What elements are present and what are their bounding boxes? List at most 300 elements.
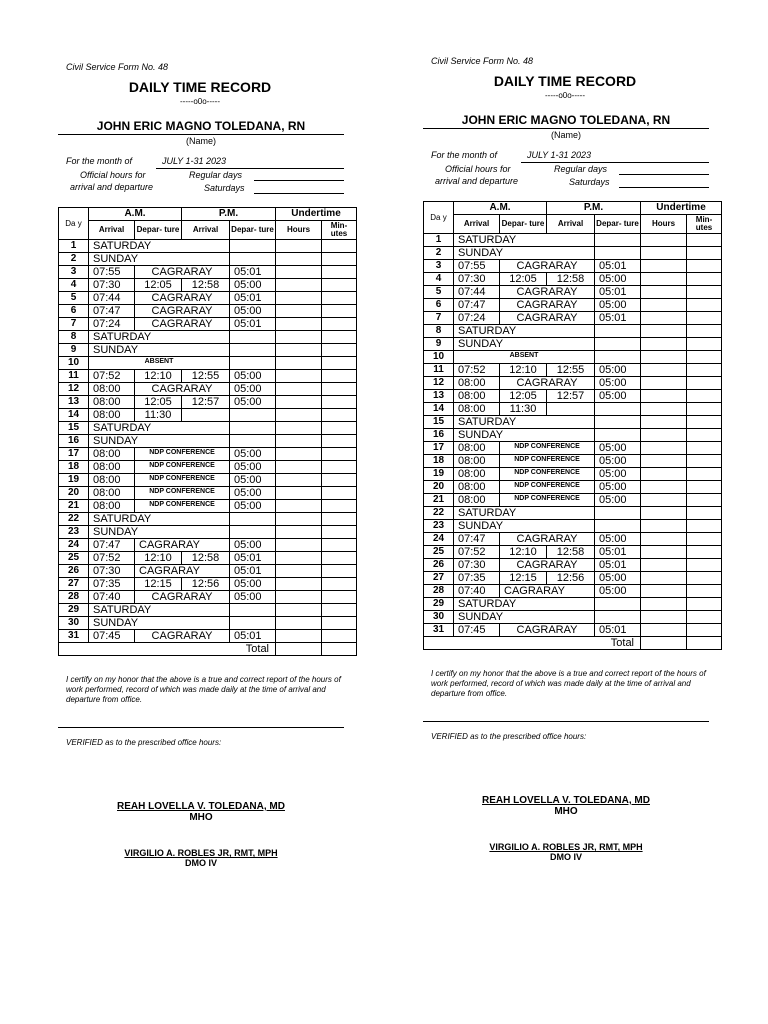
conference-note: NDP CONFERENCE xyxy=(135,474,230,487)
undertime-minutes-cell xyxy=(687,481,722,494)
pm-departure-cell xyxy=(595,403,641,416)
day-number: 12 xyxy=(59,383,89,396)
am-departure-cell: 11:30 xyxy=(500,403,547,416)
signatory-1-title: MHO xyxy=(189,812,213,823)
day-number: 14 xyxy=(424,403,454,416)
am-arrival-cell: 07:30 xyxy=(454,273,500,286)
month-underline xyxy=(156,168,344,169)
table-row xyxy=(59,266,357,279)
day-number: 28 xyxy=(59,591,89,604)
table-row xyxy=(424,559,722,572)
am-departure-cell: 12:15 xyxy=(135,578,182,591)
table-row xyxy=(424,364,722,377)
day-label: SUNDAY xyxy=(89,617,230,630)
pm-departure-cell xyxy=(595,611,641,624)
pm-departure-cell: 05:01 xyxy=(595,260,641,273)
am-arrival-cell: 08:00 xyxy=(454,390,500,403)
signature-line xyxy=(423,721,709,722)
location-cell: CAGRARAY xyxy=(135,305,230,318)
pm-departure-cell: 05:01 xyxy=(230,630,276,643)
pm-departure-cell xyxy=(595,429,641,442)
am-arrival-cell: 08:00 xyxy=(454,377,500,390)
table-row xyxy=(424,273,722,286)
undertime-header: Undertime xyxy=(276,208,357,221)
table-row xyxy=(59,383,357,396)
undertime-minutes-cell xyxy=(322,448,357,461)
table-row xyxy=(59,344,357,357)
undertime-minutes-cell xyxy=(687,520,722,533)
day-number: 16 xyxy=(424,429,454,442)
table-row xyxy=(424,494,722,507)
conference-note: NDP CONFERENCE xyxy=(500,468,595,481)
pm-departure-cell: 05:00 xyxy=(595,455,641,468)
undertime-hours-cell xyxy=(641,299,687,312)
am-arrival-cell: 08:00 xyxy=(89,383,135,396)
location-cell: CAGRARAY xyxy=(500,377,595,390)
am-arrival-cell: 08:00 xyxy=(89,487,135,500)
pm-departure-cell xyxy=(595,351,641,364)
table-row xyxy=(424,260,722,273)
day-number: 15 xyxy=(59,422,89,435)
pm-departure-cell: 05:00 xyxy=(595,273,641,286)
conference-note: NDP CONFERENCE xyxy=(500,494,595,507)
pm-departure-cell xyxy=(230,435,276,448)
day-label: SATURDAY xyxy=(89,240,230,253)
am-arrival-cell: 08:00 xyxy=(454,494,500,507)
day-number: 9 xyxy=(424,338,454,351)
pm-departure-cell: 05:00 xyxy=(230,591,276,604)
day-number: 18 xyxy=(424,455,454,468)
am-arrival-cell: 07:47 xyxy=(454,533,500,546)
table-row xyxy=(59,435,357,448)
day-number: 11 xyxy=(424,364,454,377)
pm-departure-cell: 05:01 xyxy=(230,552,276,565)
undertime-hours-cell xyxy=(641,260,687,273)
day-number: 3 xyxy=(59,266,89,279)
month-label: For the month of xyxy=(66,156,133,166)
am-arrival-cell: 07:52 xyxy=(89,552,135,565)
day-number: 21 xyxy=(59,500,89,513)
table-row xyxy=(424,533,722,546)
am-arrival-cell: 07:52 xyxy=(454,546,500,559)
table-row xyxy=(59,370,357,383)
pm-departure-cell: 05:00 xyxy=(595,481,641,494)
undertime-hours-cell xyxy=(641,533,687,546)
undertime-minutes-cell xyxy=(687,468,722,481)
title-separator: -----o0o----- xyxy=(180,97,220,106)
am-departure-cell: 12:15 xyxy=(500,572,547,585)
undertime-minutes-cell xyxy=(322,578,357,591)
table-row xyxy=(59,357,357,370)
undertime-minutes-cell xyxy=(687,585,722,598)
total-row xyxy=(59,643,357,656)
pm-departure-cell: 05:00 xyxy=(230,305,276,318)
day-number: 12 xyxy=(424,377,454,390)
pm-departure-cell xyxy=(230,357,276,370)
day-number: 10 xyxy=(59,357,89,370)
day-number: 2 xyxy=(59,253,89,266)
signatory-2-name: VIRGILIO A. ROBLES JR, RMT, MPH xyxy=(124,848,278,858)
pm-departure-cell xyxy=(230,526,276,539)
day-number: 26 xyxy=(59,565,89,578)
pm-departure-cell: 05:01 xyxy=(230,565,276,578)
table-row xyxy=(424,546,722,559)
day-number: 8 xyxy=(424,325,454,338)
am-departure-cell: 12:10 xyxy=(135,370,182,383)
undertime-hours-cell xyxy=(641,455,687,468)
undertime-hours-cell xyxy=(276,292,322,305)
location-cell: CAGRARAY xyxy=(500,260,595,273)
table-row xyxy=(59,253,357,266)
table-row xyxy=(59,448,357,461)
pm-departure-cell: 05:00 xyxy=(595,377,641,390)
total-label: Total xyxy=(59,643,276,656)
regular-days-label: Regular days xyxy=(554,164,608,174)
pm-arrival-cell: 12:55 xyxy=(547,364,595,377)
pm-arrival-header: Arrival xyxy=(547,215,595,234)
pm-departure-cell: 05:00 xyxy=(595,585,641,598)
day-number: 9 xyxy=(59,344,89,357)
undertime-minutes-cell xyxy=(687,377,722,390)
month-underline xyxy=(521,162,709,163)
undertime-minutes-cell xyxy=(687,507,722,520)
am-departure-cell: 12:05 xyxy=(500,390,547,403)
undertime-hours-cell xyxy=(641,325,687,338)
form-title: DAILY TIME RECORD xyxy=(128,79,272,95)
am-arrival-cell: 07:40 xyxy=(89,591,135,604)
pm-header: P.M. xyxy=(182,208,276,221)
undertime-hours-cell xyxy=(641,234,687,247)
verified-text: VERIFIED as to the prescribed office hours: xyxy=(66,738,222,747)
pm-departure-cell: 05:00 xyxy=(230,539,276,552)
undertime-hours-cell xyxy=(641,403,687,416)
saturdays-label: Saturdays xyxy=(204,183,245,193)
pm-arrival-cell: 12:58 xyxy=(182,552,230,565)
day-number: 17 xyxy=(424,442,454,455)
am-arrival-cell: 08:00 xyxy=(89,396,135,409)
pm-departure-header: Depar- ture xyxy=(595,215,641,234)
am-arrival-cell: 07:44 xyxy=(454,286,500,299)
undertime-minutes-cell xyxy=(322,383,357,396)
day-label: SUNDAY xyxy=(89,526,230,539)
table-row xyxy=(424,572,722,585)
undertime-hours-cell xyxy=(641,351,687,364)
pm-departure-cell xyxy=(230,617,276,630)
pm-arrival-cell: 12:58 xyxy=(547,273,595,286)
table-row xyxy=(424,312,722,325)
undertime-hours-cell xyxy=(276,461,322,474)
undertime-minutes-cell xyxy=(322,357,357,370)
undertime-hours-cell xyxy=(276,617,322,630)
pm-departure-cell: 05:00 xyxy=(230,448,276,461)
table-row xyxy=(59,578,357,591)
pm-departure-cell xyxy=(595,520,641,533)
undertime-minutes-cell xyxy=(322,565,357,578)
table-row xyxy=(59,240,357,253)
undertime-hours-cell xyxy=(276,500,322,513)
pm-departure-cell: 05:01 xyxy=(595,559,641,572)
undertime-hours-cell xyxy=(276,539,322,552)
day-number: 4 xyxy=(59,279,89,292)
regular-days-label: Regular days xyxy=(189,170,243,180)
location-cell: CAGRARAY xyxy=(500,533,595,546)
saturdays-line xyxy=(619,187,709,188)
total-minutes-cell xyxy=(322,643,357,656)
undertime-minutes-cell xyxy=(322,253,357,266)
pm-departure-cell xyxy=(230,344,276,357)
table-row xyxy=(59,396,357,409)
absent-label: ABSENT xyxy=(89,357,230,370)
location-cell: CAGRARAY xyxy=(135,318,230,331)
undertime-minutes-cell xyxy=(687,234,722,247)
day-number: 10 xyxy=(424,351,454,364)
conference-note: NDP CONFERENCE xyxy=(135,500,230,513)
pm-arrival-cell: 12:55 xyxy=(182,370,230,383)
undertime-minutes-cell xyxy=(322,461,357,474)
undertime-minutes-cell xyxy=(687,494,722,507)
form-number: Civil Service Form No. 48 xyxy=(66,62,169,72)
undertime-hours-cell xyxy=(276,448,322,461)
undertime-minutes-cell xyxy=(322,617,357,630)
location-cell: CAGRARAY xyxy=(500,312,595,325)
day-label: SATURDAY xyxy=(454,507,595,520)
undertime-minutes-cell xyxy=(687,351,722,364)
undertime-minutes-cell xyxy=(687,286,722,299)
undertime-minutes-cell xyxy=(687,416,722,429)
day-number: 6 xyxy=(424,299,454,312)
table-row xyxy=(59,604,357,617)
official-hours-label: Official hours for xyxy=(80,170,146,180)
undertime-hours-cell xyxy=(641,247,687,260)
undertime-minutes-cell xyxy=(687,299,722,312)
title-separator: -----o0o----- xyxy=(545,91,585,100)
day-number: 1 xyxy=(59,240,89,253)
pm-departure-cell xyxy=(230,331,276,344)
day-number: 23 xyxy=(59,526,89,539)
table-row xyxy=(424,416,722,429)
undertime-minutes-cell xyxy=(322,292,357,305)
am-departure-header: Depar- ture xyxy=(135,221,182,240)
day-number: 14 xyxy=(59,409,89,422)
undertime-hours-cell xyxy=(276,240,322,253)
am-arrival-cell: 07:45 xyxy=(454,624,500,637)
day-label: SUNDAY xyxy=(454,429,595,442)
pm-departure-cell: 05:01 xyxy=(595,624,641,637)
am-arrival-cell: 07:47 xyxy=(454,299,500,312)
undertime-hours-cell xyxy=(641,507,687,520)
table-row xyxy=(424,429,722,442)
pm-departure-cell: 05:00 xyxy=(230,474,276,487)
official-hours-label: Official hours for xyxy=(445,164,511,174)
undertime-hours-cell xyxy=(641,494,687,507)
am-arrival-cell: 07:55 xyxy=(89,266,135,279)
day-number: 8 xyxy=(59,331,89,344)
undertime-minutes-cell xyxy=(687,260,722,273)
location-cell: CAGRARAY xyxy=(135,292,230,305)
day-number: 13 xyxy=(424,390,454,403)
table-row xyxy=(59,409,357,422)
location-cell: CAGRARAY xyxy=(135,565,230,578)
undertime-minutes-cell xyxy=(687,338,722,351)
signatory-1-name: REAH LOVELLA V. TOLEDANA, MD xyxy=(117,801,285,812)
name-underline xyxy=(423,128,709,129)
am-arrival-cell: 08:00 xyxy=(89,461,135,474)
am-arrival-cell: 07:55 xyxy=(454,260,500,273)
location-cell: CAGRARAY xyxy=(500,559,595,572)
pm-arrival-cell: 12:56 xyxy=(547,572,595,585)
pm-departure-cell: 05:00 xyxy=(595,390,641,403)
undertime-hours-cell xyxy=(641,559,687,572)
table-row xyxy=(59,318,357,331)
undertime-minutes-cell xyxy=(322,513,357,526)
undertime-minutes-cell xyxy=(322,539,357,552)
day-number: 3 xyxy=(424,260,454,273)
pm-departure-cell xyxy=(230,422,276,435)
am-departure-cell: 12:05 xyxy=(500,273,547,286)
table-row xyxy=(424,442,722,455)
undertime-hours-cell xyxy=(276,435,322,448)
pm-departure-cell: 05:00 xyxy=(595,494,641,507)
undertime-minutes-cell xyxy=(322,526,357,539)
undertime-minutes-cell xyxy=(322,435,357,448)
signatory-2 xyxy=(58,848,344,868)
undertime-hours-cell xyxy=(641,598,687,611)
day-label: SATURDAY xyxy=(454,598,595,611)
table-row xyxy=(59,305,357,318)
pm-departure-cell: 05:01 xyxy=(595,312,641,325)
day-label: SATURDAY xyxy=(89,604,230,617)
table-row xyxy=(424,299,722,312)
undertime-minutes-cell xyxy=(322,370,357,383)
table-row xyxy=(59,487,357,500)
day-number: 29 xyxy=(424,598,454,611)
undertime-minutes-cell xyxy=(687,312,722,325)
am-arrival-cell: 07:47 xyxy=(89,305,135,318)
undertime-hours-cell xyxy=(276,565,322,578)
month-label: For the month of xyxy=(431,150,498,160)
total-hours-cell xyxy=(276,643,322,656)
total-row xyxy=(424,637,722,650)
am-departure-cell: 12:05 xyxy=(135,396,182,409)
undertime-hours-cell xyxy=(641,611,687,624)
undertime-minutes-cell xyxy=(322,305,357,318)
location-cell: CAGRARAY xyxy=(500,286,595,299)
undertime-minutes-cell xyxy=(687,325,722,338)
table-row xyxy=(59,500,357,513)
signatory-1-title: MHO xyxy=(554,806,578,817)
table-row xyxy=(424,624,722,637)
location-cell: CAGRARAY xyxy=(500,585,595,598)
undertime-minutes-cell xyxy=(687,390,722,403)
pm-arrival-cell xyxy=(182,409,230,422)
pm-arrival-cell: 12:56 xyxy=(182,578,230,591)
am-arrival-cell: 07:47 xyxy=(89,539,135,552)
table-row xyxy=(59,292,357,305)
day-number: 20 xyxy=(59,487,89,500)
pm-departure-cell xyxy=(595,338,641,351)
name-caption: (Name) xyxy=(550,130,581,140)
day-number: 20 xyxy=(424,481,454,494)
am-arrival-cell: 07:45 xyxy=(89,630,135,643)
pm-arrival-cell: 12:58 xyxy=(547,546,595,559)
pm-arrival-cell xyxy=(547,403,595,416)
undertime-hours-cell xyxy=(641,390,687,403)
day-number: 19 xyxy=(424,468,454,481)
am-departure-cell: 12:05 xyxy=(135,279,182,292)
pm-departure-cell xyxy=(595,325,641,338)
pm-departure-cell: 05:00 xyxy=(230,500,276,513)
day-label: SUNDAY xyxy=(89,435,230,448)
pm-departure-cell xyxy=(595,247,641,260)
day-header: Da y xyxy=(59,208,89,240)
pm-departure-cell: 05:00 xyxy=(230,578,276,591)
table-row xyxy=(424,247,722,260)
am-arrival-cell: 07:30 xyxy=(454,559,500,572)
location-cell: CAGRARAY xyxy=(135,630,230,643)
undertime-hours-cell xyxy=(641,520,687,533)
table-row xyxy=(424,403,722,416)
pm-departure-cell: 05:00 xyxy=(230,396,276,409)
pm-departure-cell: 05:00 xyxy=(230,487,276,500)
undertime-minutes-cell xyxy=(687,273,722,286)
verified-text: VERIFIED as to the prescribed office hours: xyxy=(431,732,587,741)
undertime-hours-cell xyxy=(276,630,322,643)
undertime-minutes-cell xyxy=(322,500,357,513)
table-row xyxy=(59,630,357,643)
undertime-minutes-cell xyxy=(687,429,722,442)
day-label: SUNDAY xyxy=(89,344,230,357)
pm-departure-cell: 05:00 xyxy=(230,279,276,292)
location-cell: CAGRARAY xyxy=(135,383,230,396)
am-header: A.M. xyxy=(454,202,547,215)
undertime-hours-cell xyxy=(276,578,322,591)
day-label: SATURDAY xyxy=(454,325,595,338)
pm-departure-cell: 05:01 xyxy=(230,318,276,331)
day-number: 1 xyxy=(424,234,454,247)
table-row xyxy=(424,234,722,247)
day-label: SATURDAY xyxy=(89,513,230,526)
day-number: 29 xyxy=(59,604,89,617)
minutes-header: Min- utes xyxy=(687,215,722,234)
table-row xyxy=(424,286,722,299)
pm-departure-cell: 05:00 xyxy=(595,442,641,455)
pm-departure-cell xyxy=(230,513,276,526)
signatory-2-title: DMO IV xyxy=(549,852,582,862)
month-value: JULY 1-31 2023 xyxy=(162,156,227,166)
table-row xyxy=(424,598,722,611)
am-departure-cell: 12:10 xyxy=(500,546,547,559)
am-arrival-cell: 08:00 xyxy=(454,481,500,494)
undertime-minutes-cell xyxy=(687,442,722,455)
official-hours-label-2: arrival and departure xyxy=(70,182,154,192)
undertime-hours-cell xyxy=(276,331,322,344)
pm-departure-cell xyxy=(595,234,641,247)
day-number: 2 xyxy=(424,247,454,260)
day-number: 15 xyxy=(424,416,454,429)
undertime-hours-cell xyxy=(276,305,322,318)
undertime-hours-cell xyxy=(276,513,322,526)
undertime-minutes-cell xyxy=(322,266,357,279)
pm-departure-cell xyxy=(230,409,276,422)
day-label: SUNDAY xyxy=(454,520,595,533)
pm-departure-cell: 05:00 xyxy=(595,572,641,585)
day-number: 25 xyxy=(59,552,89,565)
undertime-minutes-cell xyxy=(687,572,722,585)
location-cell: CAGRARAY xyxy=(135,591,230,604)
undertime-hours-cell xyxy=(641,481,687,494)
table-row xyxy=(424,520,722,533)
undertime-hours-cell xyxy=(276,591,322,604)
